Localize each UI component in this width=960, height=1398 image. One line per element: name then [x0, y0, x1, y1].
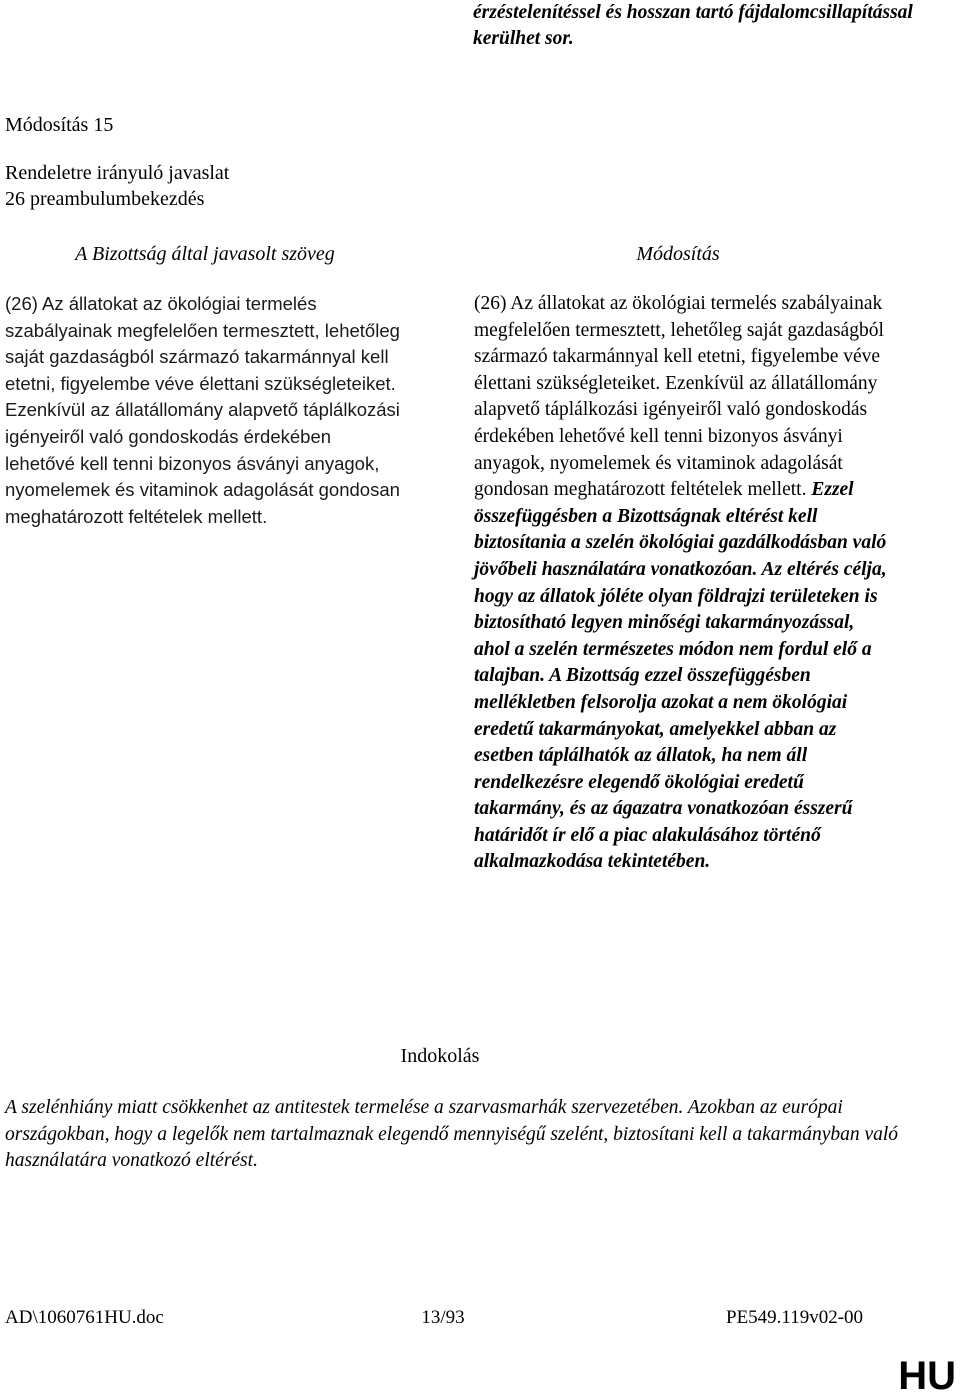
justification-text: A szelénhiány miatt csökkenhet az antitestek termelése a szarvasmarhák szervezetében. Azokban az európai országokban, hogy a legelők nem tartalmaznak elegendő mennyiségű szelént, biztosítani kell a takarmányban való használatára vonatkozó eltérést.	[5, 1097, 899, 1172]
proposal-line-2: 26 preambulumbekezdés	[5, 188, 205, 210]
proposal-line-1: Rendeletre irányuló javaslat	[5, 162, 230, 184]
justification-heading: Indokolás	[400, 1045, 480, 1067]
language-code: HU	[898, 1354, 956, 1398]
footer-pe-ref: PE549.119v02-00	[726, 1307, 864, 1328]
amended-text	[474, 291, 894, 876]
amendment-heading: Módosítás	[636, 243, 720, 265]
commission-text: (26) Az állatokat az ökológiai termelés szabályainak megfelelően termesztett, lehetőleg saját gazdaságból származó takarmánnyal kell etetni, figyelembe véve élettani szükségleteiket. Ezenkívül az állatállomány alapvető táplálkozási igényeiről való gondoskodás érdekében lehetővé kell tenni bizonyos ásványi anyagok, nyomelemek és vitaminok adagolását gondosan meghatározott feltételek mellett.	[5, 293, 400, 527]
proposal-reference	[5, 160, 229, 212]
commission-text-heading: A Bizottság által javasolt szöveg	[75, 243, 335, 265]
amendment-number: Módosítás 15	[5, 114, 114, 136]
amended-text-added: Ezzel összefüggésben a Bizottságnak eltérést kell biztosítania a szelén ökológiai gazdálkodásban való jövőbeli használatára vonatkozóan. Az eltérés célja, hogy az állatok jóléte olyan földrajzi területeken is biztosítható legyen minőségi takarmányozással, ahol a szelén természetes módon nem fordul elő a talajban. A Bizottság ezzel összefüggésben mellékletben felsorolja azokat a nem ökológiai eredetű takarmányokat, amelyekkel abban az esetben táplálhatók az állatok, ha nem áll rendelkezésre elegendő ökológiai eredetű takarmány, és az ágazatra vonatkozóan ésszerű határidőt ír elő a piac alakulásához történő alkalmazkodása tekintetében.	[474, 479, 887, 873]
footer-page-number: 13/93	[421, 1307, 465, 1328]
footer-doc-ref: AD\1060761HU.doc	[5, 1307, 164, 1328]
amended-text-original: (26) Az állatokat az ökológiai termelés szabályainak megfelelően termesztett, lehetőleg saját gazdaságból származó takarmánnyal kell etetni, figyelembe véve élettani szükségleteiket. Ezenkívül az állatállomány alapvető táplálkozási igényeiről való gondoskodás érdekében lehetővé kell tenni bizonyos ásványi anyagok, nyomelemek és vitaminok adagolását gondosan meghatározott feltételek mellett.	[474, 293, 884, 501]
continued-text: érzéstelenítéssel és hosszan tartó fájdalomcsillapítással kerülhet sor.	[473, 2, 913, 49]
